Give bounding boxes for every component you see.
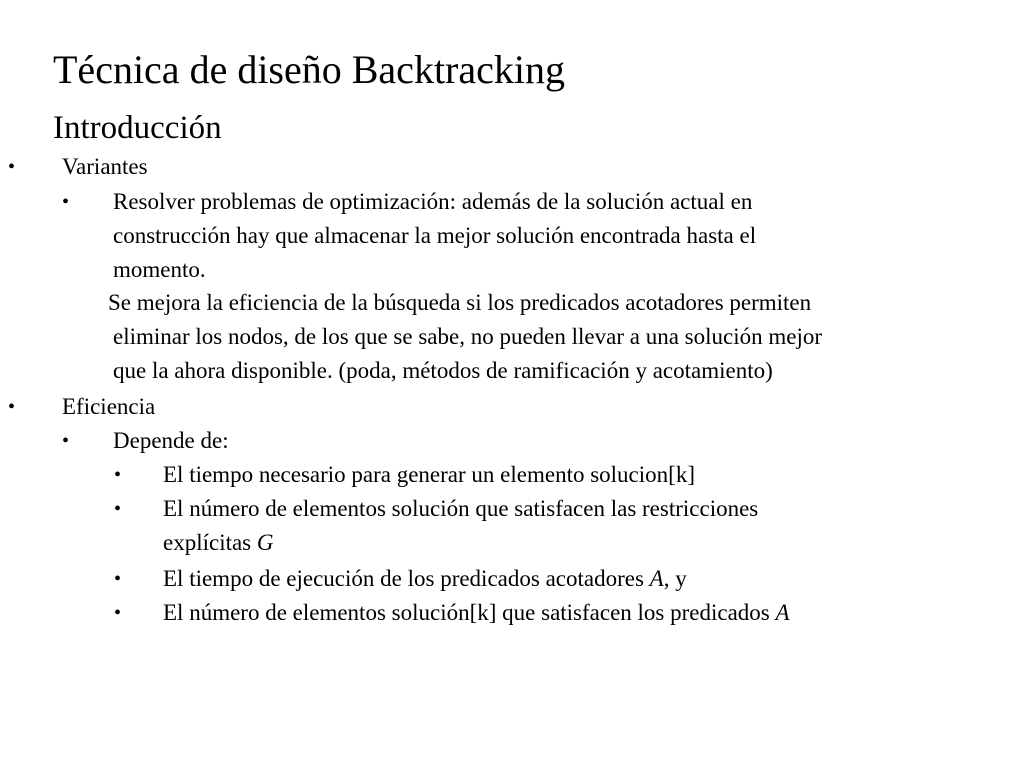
bullet-marker: • [8, 156, 16, 178]
bullet-marker: • [114, 602, 122, 624]
eficiencia-sub-item: El tiempo necesario para generar un elemento solucion[k] [163, 462, 695, 487]
variable-a: A [649, 566, 664, 591]
text-run: El tiempo de ejecución de los predicados acotadores [163, 566, 650, 591]
eficiencia-sub-item [163, 562, 687, 595]
bullet-marker: • [114, 498, 122, 520]
variable-a: A [775, 600, 790, 625]
bullet-eficiencia: Eficiencia [62, 394, 156, 419]
variantes-item-line: momento. [113, 257, 206, 282]
slide-title: Técnica de diseño Backtracking [53, 47, 565, 92]
variable-g: G [256, 530, 274, 555]
eficiencia-sub-item [163, 596, 790, 629]
slide-subtitle: Introducción [53, 110, 222, 146]
bullet-marker: • [62, 191, 70, 213]
variantes-item-line: construcción hay que almacenar la mejor solución encontrada hasta el [113, 223, 757, 248]
variantes-continuation-line: eliminar los nodos, de los que se sabe, no pueden llevar a una solución mejor [113, 324, 822, 349]
text-run: El número de elementos solución[k] que satisfacen los predicados [163, 600, 776, 625]
text-run: , y [663, 566, 687, 591]
variantes-continuation-line: Se mejora la eficiencia de la búsqueda si los predicados acotadores permiten [108, 290, 812, 315]
variantes-continuation-line: que la ahora disponible. (poda, métodos de ramificación y acotamiento) [113, 358, 773, 383]
bullet-marker: • [114, 464, 122, 486]
eficiencia-sub-item: El número de elementos solución que satisfacen las restricciones [163, 496, 759, 521]
bullet-variantes: Variantes [62, 154, 148, 179]
eficiencia-sub-item-cont [163, 526, 274, 559]
bullet-marker: • [114, 568, 122, 590]
bullet-marker: • [8, 396, 16, 418]
eficiencia-depende: Depende de: [113, 428, 229, 453]
bullet-marker: • [62, 430, 70, 452]
variantes-item-line: Resolver problemas de optimización: además de la solución actual en [113, 189, 753, 214]
text-run: explícitas [163, 530, 257, 555]
